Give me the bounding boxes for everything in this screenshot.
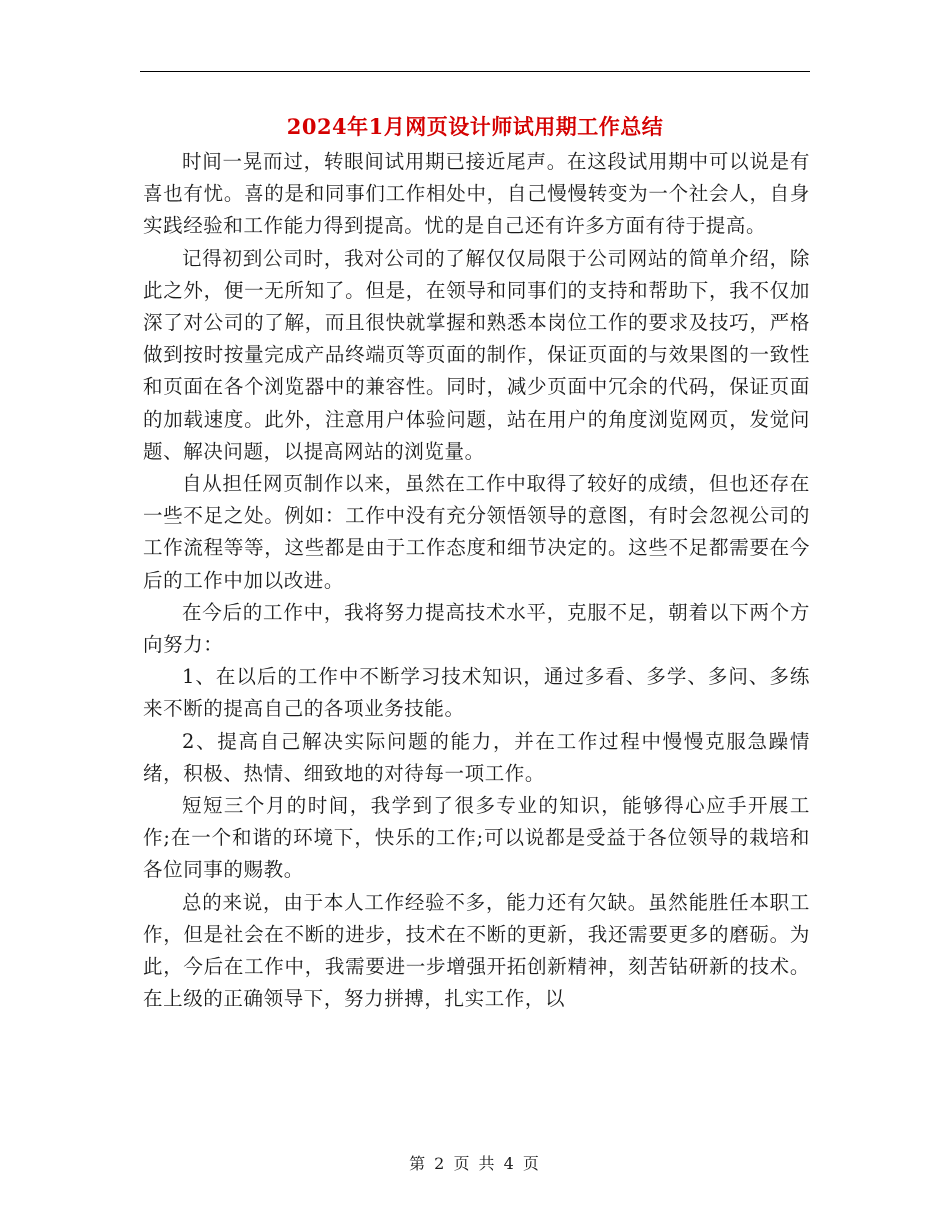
paragraph-shortcomings: 自从担任网页制作以来，虽然在工作中取得了较好的成绩，但也还存在一些不足之处。例如：工作中没有充分领悟领导的意图，有时会忽视公司的工作流程等等，这些都是由于工作态度和细节决定的。这些不足都需要在今后的工作中加以改进。 — [143, 472, 810, 592]
document-title: 2024年1月网页设计师试用期工作总结 — [286, 114, 664, 139]
paragraph-direction-2: 2、提高自己解决实际问题的能力，并在工作过程中慢慢克服急躁情绪，积极、热情、细致地的对待每一项工作。 — [143, 729, 810, 785]
paragraph-intro: 时间一晃而过，转眼间试用期已接近尾声。在这段试用期中可以说是有喜也有忧。喜的是和同事们工作相处中，自己慢慢转变为一个社会人，自身实践经验和工作能力得到提高。忧的是自己还有许多方面有待于提高。 — [143, 150, 810, 238]
header-rule — [140, 71, 810, 72]
page-number: 第 2 页 共 4 页 — [409, 1154, 541, 1173]
paragraph-summary: 总的来说，由于本人工作经验不多，能力还有欠缺。虽然能胜任本职工作，但是社会在不断的进步，技术在不断的更新，我还需要更多的磨砺。为此，今后在工作中，我需要进一步增强开拓创新精神，刻苦钻研新的技术。在上级的正确领导下，努力拼搏，扎实工作，以 — [143, 890, 810, 1011]
paragraph-onboarding: 记得初到公司时，我对公司的了解仅仅局限于公司网站的简单介绍，除此之外，便一无所知了。但是，在领导和同事们的支持和帮助下，我不仅加深了对公司的了解，而且很快就掌握和熟悉本岗位工作的要求及技巧，严格做到按时按量完成产品终端页等页面的制作，保证页面的与效果图的一致性和页面在各个浏览器中的兼容性。同时，减少页面中冗余的代码，保证页面的加载速度。此外，注意用户体验问题，站在用户的角度浏览网页，发觉问题、解决问题，以提高网站的浏览量。 — [143, 246, 810, 463]
paragraph-future-directions: 在今后的工作中，我将努力提高技术水平，克服不足，朝着以下两个方向努力： — [143, 600, 810, 657]
paragraph-direction-1: 1、在以后的工作中不断学习技术知识，通过多看、多学、多问、多练来不断的提高自己的各项业务技能。 — [143, 665, 810, 721]
document-body — [143, 146, 810, 1015]
paragraph-gratitude: 短短三个月的时间，我学到了很多专业的知识，能够得心应手开展工作;在一个和谐的环境下，快乐的工作;可以说都是受益于各位领导的栽培和各位同事的赐教。 — [143, 794, 810, 882]
